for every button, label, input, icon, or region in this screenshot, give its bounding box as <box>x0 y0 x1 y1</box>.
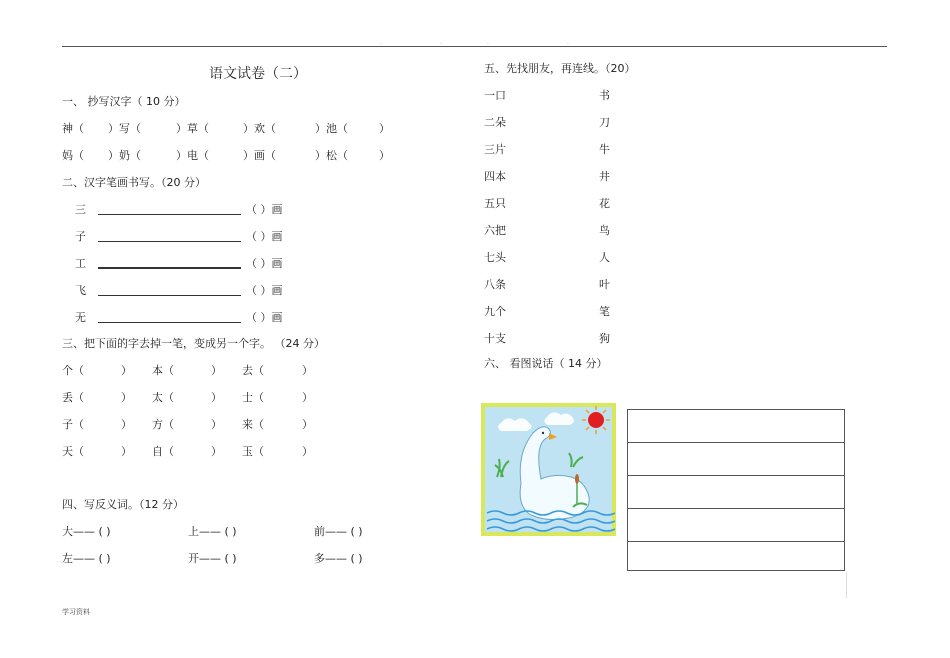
stroke-count: （ ）画 <box>246 284 283 297</box>
copy-cell: ）池（ <box>315 122 348 135</box>
copy-cell: 妈（ <box>62 149 84 162</box>
stroke-char: 飞 <box>75 284 86 297</box>
stroke-count: （ ）画 <box>246 311 283 324</box>
section4-heading: 四、写反义词。（12 分） <box>62 498 184 511</box>
remove-stroke-cell: 丢（ <box>62 391 84 404</box>
match-left-item[interactable]: 八条 <box>484 278 506 291</box>
remove-stroke-cell: 太（ <box>152 391 174 404</box>
stroke-char: 子 <box>75 230 86 243</box>
section5-heading: 五、先找朋友，再连线。（20） <box>484 62 636 75</box>
copy-cell: ）画（ <box>243 149 276 162</box>
remove-stroke-cell: ） <box>302 364 313 377</box>
writing-line[interactable] <box>628 509 844 542</box>
remove-stroke-cell: 自（ <box>152 445 174 458</box>
section3-heading: 三、把下面的字去掉一笔，变成另一个字。 （24 分） <box>62 337 325 350</box>
scan-edge-mark <box>846 572 847 598</box>
match-left-item[interactable]: 三片 <box>484 143 506 156</box>
copy-cell: ）电（ <box>176 149 209 162</box>
scan-dot: . <box>380 39 382 46</box>
swan-picture <box>481 403 616 536</box>
section6-heading: 六、 看图说话（ 14 分） <box>484 357 608 370</box>
stroke-count: （ ）画 <box>246 257 283 270</box>
antonym-item: 大—— ( ) <box>62 525 111 538</box>
writing-line[interactable] <box>628 410 844 443</box>
answer-line <box>98 295 241 296</box>
match-right-item[interactable]: 狗 <box>599 332 610 345</box>
remove-stroke-cell: ） <box>302 391 313 404</box>
scan-dot: . <box>487 39 489 46</box>
remove-stroke-cell: ） <box>302 445 313 458</box>
match-left-item[interactable]: 二朵 <box>484 116 506 129</box>
scan-dot: . <box>440 39 442 46</box>
footer-note: 学习资料 <box>62 608 90 616</box>
writing-line[interactable] <box>628 443 844 476</box>
copy-cell: ）松（ <box>315 149 348 162</box>
antonym-item: 开—— ( ) <box>188 552 237 565</box>
remove-stroke-cell: 子（ <box>62 418 84 431</box>
remove-stroke-cell: ） <box>211 445 222 458</box>
writing-line[interactable] <box>628 542 844 574</box>
header-rule <box>62 46 887 47</box>
writing-line[interactable] <box>628 476 844 509</box>
match-right-item[interactable]: 花 <box>599 197 610 210</box>
remove-stroke-cell: 个（ <box>62 364 84 377</box>
remove-stroke-cell: 本（ <box>152 364 174 377</box>
stroke-char: 无 <box>75 311 86 324</box>
match-left-item[interactable]: 七头 <box>484 251 506 264</box>
remove-stroke-cell: 去（ <box>242 364 264 377</box>
remove-stroke-cell: ） <box>121 364 132 377</box>
remove-stroke-cell: 玉（ <box>242 445 264 458</box>
remove-stroke-cell: ） <box>211 364 222 377</box>
swan-drawing <box>481 403 616 536</box>
match-left-item[interactable]: 十支 <box>484 332 506 345</box>
remove-stroke-cell: ） <box>211 391 222 404</box>
writing-grid <box>627 409 845 571</box>
stroke-count: （ ）画 <box>246 230 283 243</box>
match-right-item[interactable]: 井 <box>599 170 610 183</box>
remove-stroke-cell: ） <box>211 418 222 431</box>
match-left-item[interactable]: 六把 <box>484 224 506 237</box>
answer-line <box>98 267 241 269</box>
remove-stroke-cell: 士（ <box>242 391 264 404</box>
match-left-item[interactable]: 九个 <box>484 305 506 318</box>
antonym-item: 多—— ( ) <box>314 552 363 565</box>
match-right-item[interactable]: 人 <box>599 251 610 264</box>
match-left-item[interactable]: 一口 <box>484 89 506 102</box>
match-right-item[interactable]: 叶 <box>599 278 610 291</box>
remove-stroke-cell: ） <box>302 418 313 431</box>
copy-cell: ）草（ <box>176 122 209 135</box>
copy-cell: ） <box>379 149 390 162</box>
copy-cell: ）写（ <box>108 122 141 135</box>
answer-line <box>98 214 241 215</box>
stroke-count: （ ）画 <box>246 203 283 216</box>
answer-line <box>98 322 241 323</box>
scan-dot: . <box>567 39 569 46</box>
answer-line <box>98 241 241 242</box>
match-right-item[interactable]: 笔 <box>599 305 610 318</box>
remove-stroke-cell: 天（ <box>62 445 84 458</box>
remove-stroke-cell: ） <box>121 445 132 458</box>
match-left-item[interactable]: 五只 <box>484 197 506 210</box>
section1-heading: 一、 抄写汉字（ 10 分） <box>62 95 186 108</box>
match-right-item[interactable]: 鸟 <box>599 224 610 237</box>
remove-stroke-cell: 来（ <box>242 418 264 431</box>
remove-stroke-cell: 方（ <box>152 418 174 431</box>
page-title: 语文试卷（二） <box>209 66 307 82</box>
match-left-item[interactable]: 四本 <box>484 170 506 183</box>
copy-cell: ）奶（ <box>108 149 141 162</box>
copy-cell: 神（ <box>62 122 84 135</box>
match-right-item[interactable]: 书 <box>599 89 610 102</box>
match-right-item[interactable]: 牛 <box>599 143 610 156</box>
antonym-item: 前—— ( ) <box>314 525 363 538</box>
copy-cell: ） <box>379 122 390 135</box>
section2-heading: 二、汉字笔画书写。（20 分） <box>62 176 206 189</box>
stroke-char: 三 <box>75 203 86 216</box>
remove-stroke-cell: ） <box>121 391 132 404</box>
antonym-item: 上—— ( ) <box>188 525 237 538</box>
match-right-item[interactable]: 刀 <box>599 116 610 129</box>
remove-stroke-cell: ） <box>121 418 132 431</box>
copy-cell: ）欢（ <box>243 122 276 135</box>
antonym-item: 左—— ( ) <box>62 552 111 565</box>
stroke-char: 工 <box>75 257 86 270</box>
